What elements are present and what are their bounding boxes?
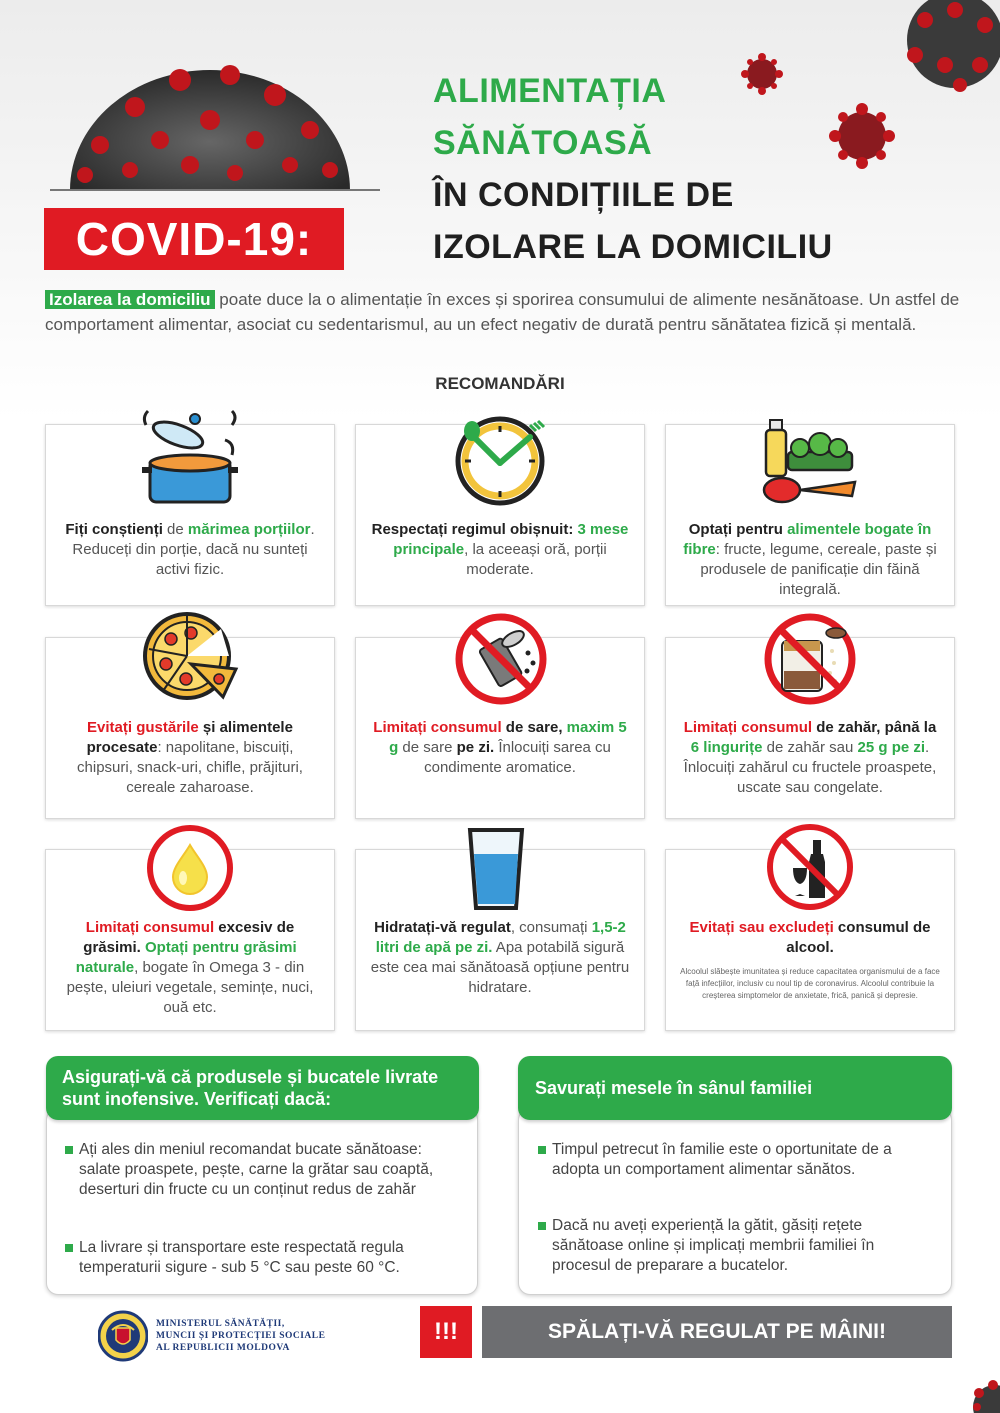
recommendation-text-part: Evitați sau excludeți — [689, 919, 834, 936]
recommendation-text-part: maxim 5 g — [389, 719, 627, 756]
bullet-marker — [65, 1244, 73, 1252]
no-sugar-icon — [762, 611, 858, 707]
recommendation-text-part: de zahăr sau — [762, 739, 858, 756]
cooking-pot-icon — [140, 405, 240, 510]
recommendation-text — [369, 918, 631, 998]
delivery-heading: Asigurați-vă că produsele și bucatele livrate sunt inofensive. Verificați dacă: — [62, 1067, 439, 1109]
intro-paragraph — [45, 287, 965, 337]
recommendation-text-part: Limitați consumul — [683, 719, 813, 736]
recommendation-text-part: Înlocuiți sarea cu condimente aromatice. — [424, 739, 611, 776]
family-heading-box — [518, 1056, 952, 1120]
ministry-line-3: AL REPUBLICII MOLDOVA — [156, 1343, 290, 1353]
recommendation-text-part: de — [167, 521, 188, 538]
ministry-line-2: MUNCII ȘI PROTECȚIEI SOCIALE — [156, 1331, 326, 1341]
delivery-item-2: La livrare și transportare este respectată regula temperaturii sigure - sub 5 °C sau peste 60 °C. — [79, 1239, 404, 1276]
recommendation-text — [369, 520, 631, 580]
delivery-heading-box — [46, 1056, 479, 1120]
ministry-name — [156, 1318, 325, 1354]
title-line-2: SĂNĂTOASĂ — [433, 124, 653, 162]
recommendation-text-part: de sare — [398, 739, 457, 756]
delivery-item-1: Ați ales din meniul recomandat bucate sănătoase: salate proaspete, pește, carne la grătar sau coaptă, deserturi din fructe cu un conținut redus de zahăr — [79, 1141, 434, 1198]
recommendation-text-part: Evitați gustările — [87, 719, 199, 736]
recommendation-text-part: Hidratați-vă regulat — [374, 919, 511, 936]
recommendation-text-part: de zahăr, până la — [812, 719, 937, 736]
recommendation-text-part: mărimea porțiilor — [187, 521, 311, 538]
recommendations-heading: RECOMANDĂRI — [435, 374, 565, 393]
title-line-1: ALIMENTAȚIA — [433, 72, 667, 110]
recommendation-text — [59, 718, 321, 798]
recommendation-text-part: 1,5-2 litri de apă pe zi. — [375, 919, 626, 956]
recommendation-text-part: Respectați regimul obișnuit: — [371, 521, 578, 538]
recommendation-text — [679, 718, 941, 798]
virus-small-1 — [740, 52, 784, 96]
alcohol-note: Alcoolul slăbește imunitatea și reduce capacitatea organismului de a face față infecțiilor, inclusiv cu noul tip de coronavirus. Alcoolul contribuie la creșterea simptomelor de anxietate, frică, panică și depresie. — [680, 967, 940, 1000]
recommendation-text-part: și alimentele procesate — [86, 719, 293, 756]
recommendation-text — [679, 918, 941, 1002]
recommendation-text-part: 6 lingurițe — [690, 739, 763, 756]
bullet-marker — [538, 1146, 546, 1154]
family-item-2: Dacă nu aveți experiență la gătit, găsiți rețete sănătoase online și implicați membrii familiei în procesul de preparare a bucatelor. — [552, 1217, 875, 1274]
ministry-line-1: MINISTERUL SĂNĂTĂȚII, — [156, 1319, 285, 1329]
pizza-icon — [141, 609, 239, 703]
moldova-coat-of-arms-logo — [98, 1310, 148, 1362]
recommendation-text-part: Optați pentru — [688, 521, 788, 538]
wash-hands-banner: SPĂLAȚI-VĂ REGULAT PE MÂINI! — [482, 1306, 952, 1358]
recommendation-text-part: . Reduceți din porție, dacă nu sunteți activi fizic. — [72, 521, 315, 578]
title-line-3: ÎN CONDIȚIILE DE — [433, 176, 734, 214]
recommendation-text-part: : napolitane, biscuiți, chipsuri, snack-uri, chifle, prăjituri, cereale zaharoase. — [77, 739, 303, 796]
recommendation-text-part: pe zi. — [456, 739, 495, 756]
virus-illustration-left — [40, 45, 380, 195]
recommendation-text-part: de sare, — [501, 719, 567, 736]
recommendation-text-part: consumul de alcool. — [786, 919, 931, 956]
clock-cutlery-icon — [452, 413, 550, 507]
recommendation-text — [369, 718, 631, 778]
recommendation-text — [679, 520, 941, 600]
bullet-marker — [65, 1146, 73, 1154]
intro-highlight: Izolarea la domiciliu — [45, 290, 215, 309]
recommendation-text-part: , consumați — [510, 919, 592, 936]
recommendation-text-part: , la aceeași oră, porții moderate. — [464, 541, 607, 578]
virus-small-2 — [828, 102, 896, 170]
recommendation-text-part: Optați pentru grăsimi naturale — [75, 939, 297, 976]
recommendation-text-part: , bogate în Omega 3 - din pește, uleiuri vegetale, semințe, nuci, ouă etc. — [66, 959, 314, 1016]
covid-label: COVID-19: — [44, 208, 344, 270]
virus-corner-bottom — [965, 1375, 1000, 1413]
bullet-marker — [538, 1222, 546, 1230]
no-salt-icon — [453, 611, 549, 707]
recommendation-text-part: Limitați consumul — [85, 919, 215, 936]
recommendation-text-part: excesiv de grăsimi. — [83, 919, 295, 956]
oil-drop-icon — [145, 823, 235, 913]
recommendation-text-part: alimentele bogate în fibre — [683, 521, 932, 558]
recommendation-text-part: Limitați consumul — [373, 719, 502, 736]
recommendation-text-part: . Înlocuiți zahărul cu fructele proaspete, uscate sau congelate. — [683, 739, 937, 796]
vegetables-icon — [760, 412, 860, 506]
recommendation-text — [59, 918, 321, 1018]
recommendation-text-part: Apa potabilă sigură este cea mai sănătoasă opțiune pentru hidratare. — [370, 939, 630, 996]
recommendation-text-part: : fructe, legume, cereale, paste și produsele de panificație din făină integrală. — [700, 541, 937, 598]
recommendation-text — [59, 520, 321, 580]
title-line-4: IZOLARE LA DOMICILIU — [433, 228, 833, 266]
family-item-1: Timpul petrecut în familie este o oportunitate de a adopta un comportament alimentar sănătos. — [552, 1141, 892, 1178]
recommendation-text-part: Fiți conștienți — [65, 521, 168, 538]
family-heading: Savurați mesele în sânul familiei — [535, 1078, 813, 1098]
intro-text: poate duce la o alimentație în exces și sporirea consumului de alimente nesănătoase. Un astfel de comportament alimentar, asociat cu sedentarismul, au un efect negativ de durată pentru sănătatea fizică și mentală. — [45, 290, 960, 334]
water-glass-icon — [466, 826, 526, 912]
no-alcohol-icon — [765, 822, 855, 912]
recommendation-text-part: 3 mese principale — [393, 521, 629, 558]
virus-illustration-top-right — [885, 0, 1000, 105]
warning-mark: !!! — [420, 1306, 472, 1358]
recommendation-text-part: 25 g pe zi — [857, 739, 926, 756]
